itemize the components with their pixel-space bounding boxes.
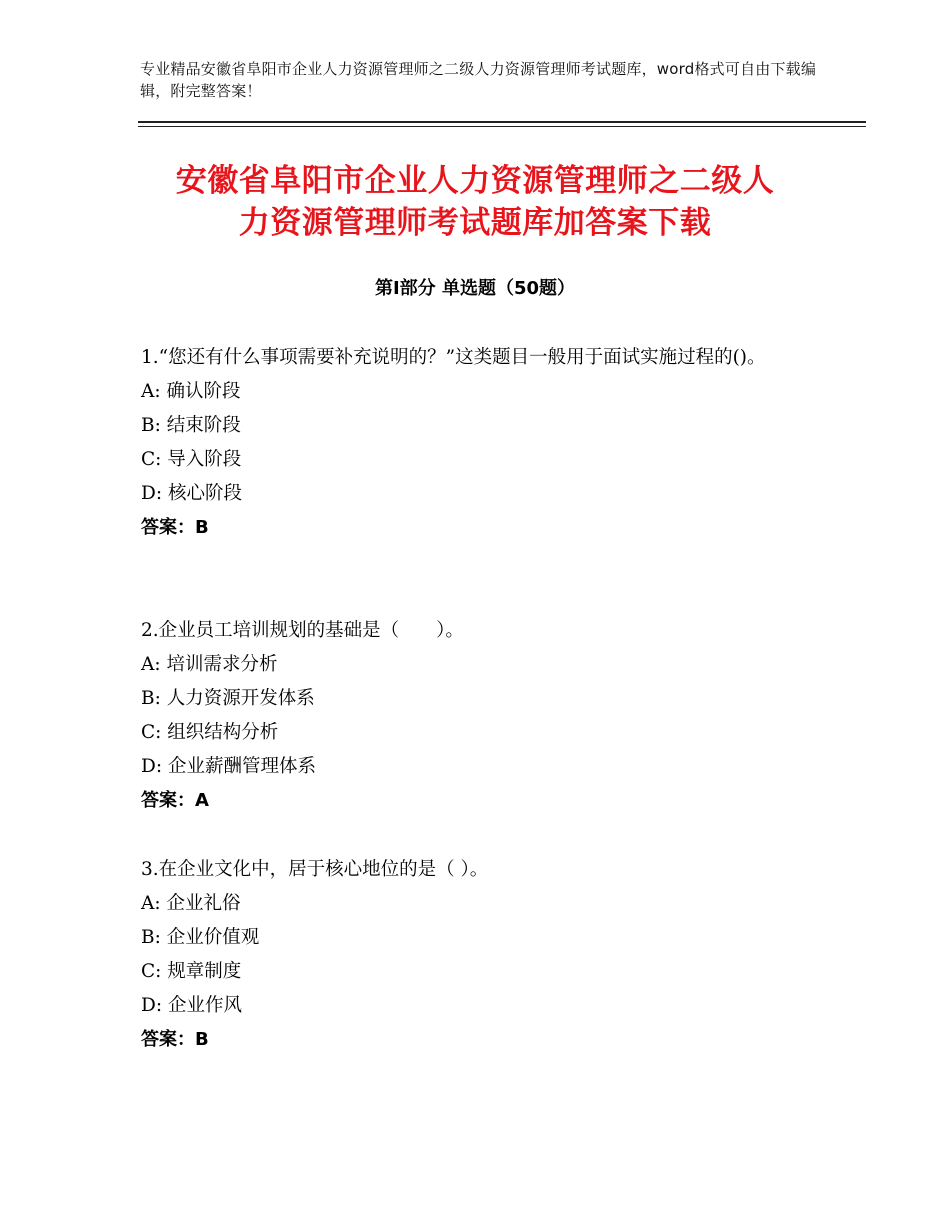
answer: 答案：B (141, 517, 209, 538)
header-divider-thick (138, 121, 866, 123)
header-note: 专业精品安徽省阜阳市企业人力资源管理师之二级人力资源管理师考试题库，word格式可自由下载编辑，附完整答案！ (140, 60, 817, 100)
option-c: C: 组织结构分析 (141, 722, 279, 743)
answer: 答案：A (141, 790, 209, 811)
option-c: C: 导入阶段 (141, 449, 242, 470)
option-d: D: 核心阶段 (141, 483, 242, 504)
question-2 (141, 614, 811, 818)
question-stem: 2.企业员工培训规划的基础是（ ）。 (141, 620, 464, 641)
option-a: A: 确认阶段 (141, 381, 241, 402)
question-stem: 1.“您还有什么事项需要补充说明的？”这类题目一般用于面试实施过程的()。 (141, 347, 766, 368)
option-b: B: 人力资源开发体系 (141, 688, 315, 709)
option-d: D: 企业薪酬管理体系 (141, 756, 316, 777)
option-b: B: 企业价值观 (141, 927, 260, 948)
header-divider-thin (138, 126, 866, 127)
option-a: A: 培训需求分析 (141, 654, 278, 675)
option-b: B: 结束阶段 (141, 415, 241, 436)
section-title: 第Ⅰ部分 单选题（50题） (374, 278, 575, 299)
document-title-line-1: 安徽省阜阳市企业人力资源管理师之二级人 (175, 163, 775, 199)
question-stem: 3.在企业文化中，居于核心地位的是（ ）。 (141, 859, 489, 880)
document-title (130, 160, 820, 244)
answer: 答案：B (141, 1029, 209, 1050)
document-title-line-2: 力资源管理师考试题库加答案下载 (238, 205, 712, 241)
question-3 (141, 853, 811, 1057)
option-a: A: 企业礼俗 (141, 893, 241, 914)
option-c: C: 规章制度 (141, 961, 242, 982)
question-1 (141, 341, 811, 545)
option-d: D: 企业作风 (141, 995, 242, 1016)
